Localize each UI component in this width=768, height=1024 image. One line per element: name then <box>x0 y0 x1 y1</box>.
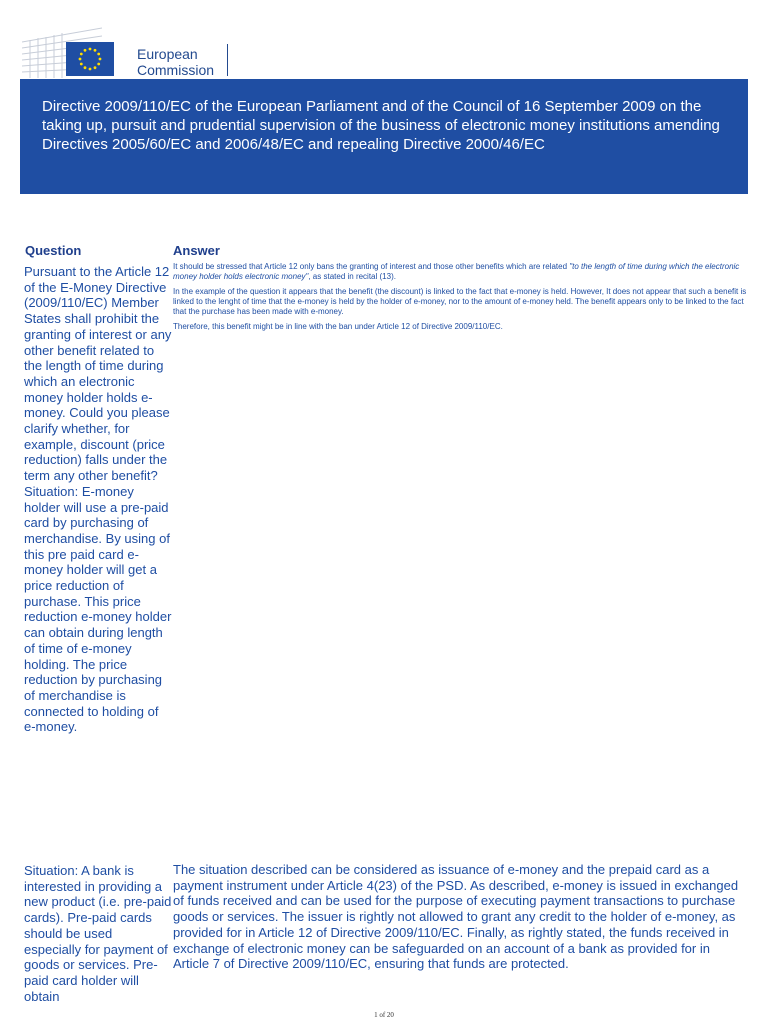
answer-2: The situation described can be considered as issuance of e-money and the prepaid card as a payment instrument under Article 4(23) of the PSD. As described, e-money is issued in exchanged of funds received and can be used for the purpose of executing payment transactions to purchase goods or services. The issuer is rightly not allowed to grant any credit to the holder of e-money, as provided for in Article 12 of Directive 2009/110/EC. Finally, as rightly stated, the funds received in exchange of electronic money can be safeguarded on an account of a bank as provided for in Article 7 of Directive 2009/110/EC, ensuring that funds are protected. <box>173 862 739 972</box>
answer-1-paragraph-2: In the example of the question it appears that the benefit (the discount) is linked to the fact that e-money is held. However, It does not appear that such a benefit is linked to the lenght of time that the e-money is held by the holder of e-money, nor to the amount of e-money held. The benefit appears only to be linked to the fact that the purchase has been made with e-money. <box>173 287 747 316</box>
answer-column-header: Answer <box>173 243 220 258</box>
document-title: Directive 2009/110/EC of the European Parliament and of the Council of 16 September 2009 on the taking up, pursuit and prudential supervision of the business of electronic money institutions amending Directives 2005/60/EC and 2006/48/EC and repealing Directive 2000/46/EC <box>42 98 720 153</box>
answer-1-text-a: It should be stressed that Article 12 only bans the granting of interest and those other benefits which are related <box>173 262 570 271</box>
page-number: 1 of 20 <box>374 1011 394 1019</box>
answer-1 <box>173 262 748 337</box>
logo-text: European Commission <box>137 46 215 78</box>
answer-1-quote: "to the length of time during which the electronic money holder holds electronic money" <box>173 262 740 281</box>
answer-1-text-b: , as stated in recital (13). <box>308 272 396 281</box>
question-column-header: Question <box>25 243 82 258</box>
title-banner <box>20 79 748 194</box>
answer-1-paragraph-1 <box>173 262 748 282</box>
eu-flag-icon <box>66 42 114 76</box>
answer-1-paragraph-3: Therefore, this benefit might be in line with the ban under Article 12 of Directive 2009/110/EC. <box>173 322 503 331</box>
question-2: Situation: A bank is interested in providing a new product (i.e. pre-paid cards). Pre-paid cards should be used especially for payment of goods or services. Pre-paid card holder will obtain <box>24 863 172 1004</box>
european-commission-logo <box>22 22 232 78</box>
logo-divider <box>227 44 228 76</box>
question-1: Pursuant to the Article 12 of the E-Money Directive (2009/110/EC) Member States shall prohibit the granting of interest or any other benefit related to the length of time during which an electronic money holder holds e-money. Could you please clarify whether, for example, discount (price reduction) falls under the term any other benefit? Situation: E-money holder will use a pre-paid card by purchasing of merchandise. By using of this pre paid card e-money holder will get a price reduction of purchase. This price reduction e-money holder can obtain during length of time of e-money holding. The price reduction by purchasing of merchandise is connected to holding of e-money. <box>24 264 172 735</box>
